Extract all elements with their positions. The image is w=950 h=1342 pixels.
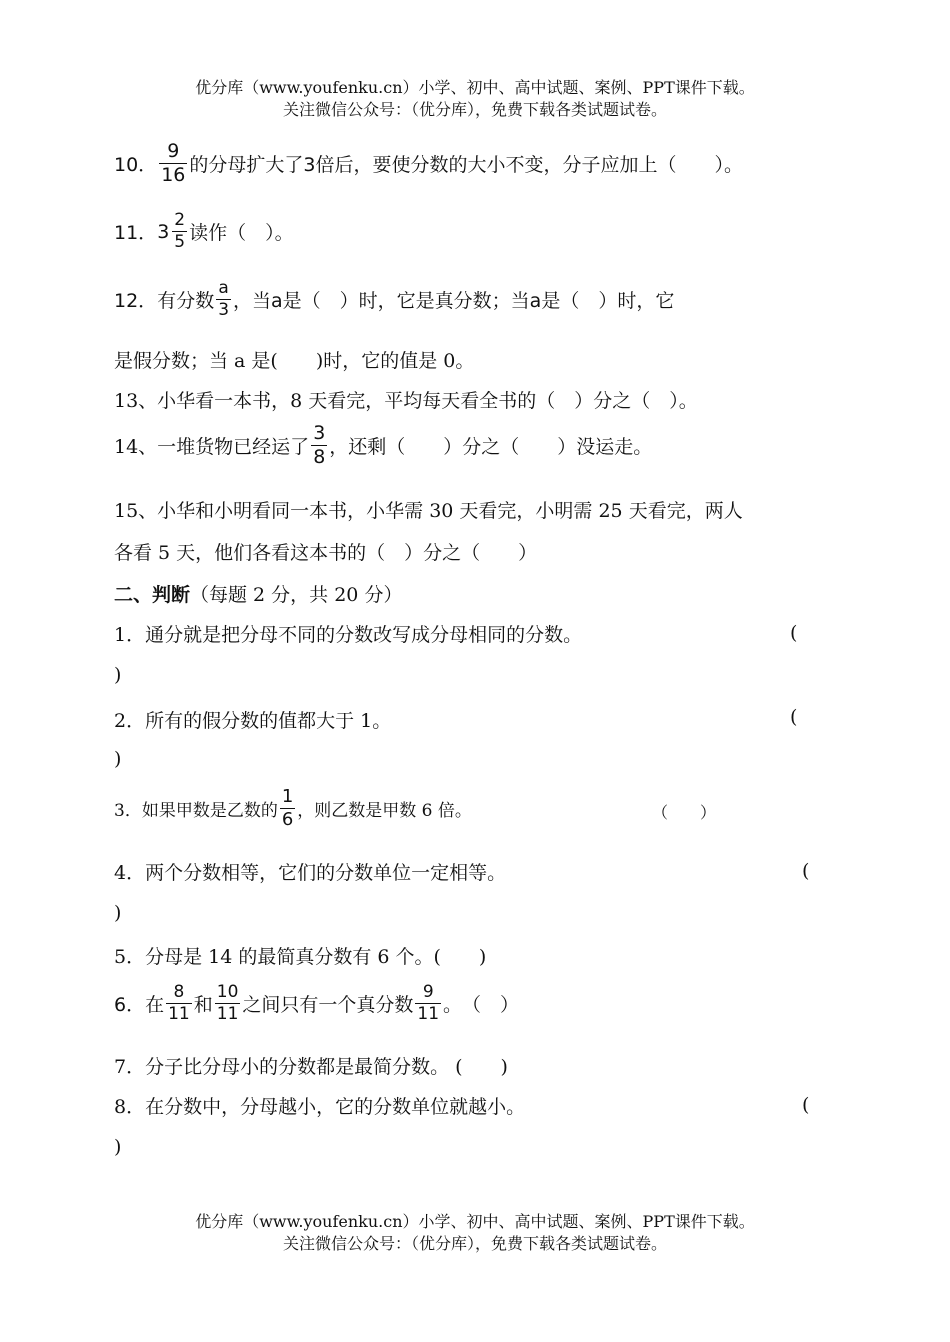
fraction-3-8	[311, 424, 327, 467]
question-14	[114, 424, 652, 467]
fraction-numerator: 1	[281, 786, 294, 807]
question-pre-text: 14、一堆货物已经运了	[114, 436, 310, 458]
question-12	[114, 280, 674, 319]
fraction-a-3	[216, 280, 231, 319]
fraction-numerator: 9	[167, 140, 180, 162]
question-text: ，当a是（ ）时，它是真分数；当a是（ ）时，它	[233, 290, 675, 312]
judge-6	[114, 984, 519, 1023]
page-header-line-2: 关注微信公众号：（优分库），免费下载各类试题试卷。	[282, 100, 667, 119]
question-pre-text: 有分数	[157, 290, 215, 312]
fraction-1-6	[280, 788, 295, 829]
fraction-numerator: a	[218, 278, 229, 298]
fraction-denominator: 8	[313, 446, 326, 468]
page-footer-line-2: 关注微信公众号：（优分库），免费下载各类试题试卷。	[282, 1234, 667, 1253]
section-2-heading	[114, 580, 402, 607]
question-15-line-1: 15、小华和小明看同一本书，小华需 30 天看完，小明需 25 天看完，两人	[114, 500, 743, 522]
judge-2-text: 2．所有的假分数的值都大于 1。	[114, 710, 392, 732]
question-15-line-2: 各看 5 天，他们各看这本书的（ ）分之（ ）	[114, 542, 538, 564]
judge-3	[114, 788, 472, 829]
question-number: 11．	[114, 222, 158, 244]
judge-4-text: 4．两个分数相等，它们的分数单位一定相等。	[114, 862, 507, 884]
fraction-2-5	[172, 212, 187, 251]
fraction-denominator: 16	[161, 164, 186, 186]
fraction-numerator: 2	[174, 210, 186, 230]
question-text: ，还剩（ ）分之（ ）没运走。	[329, 436, 653, 458]
fraction-10-11	[215, 984, 241, 1023]
question-10	[114, 142, 743, 185]
question-text: 读作（ ）。	[189, 222, 294, 244]
question-pre-text: 3．如果甲数是乙数的	[114, 801, 278, 821]
question-number: 12．	[114, 290, 158, 312]
judge-4-close-paren: )	[114, 902, 122, 924]
fraction-8-11	[166, 984, 192, 1023]
judge-1-close-paren: )	[114, 664, 122, 686]
fraction-denominator: 6	[281, 809, 294, 830]
fraction-numerator: 3	[313, 422, 326, 444]
section-title: 二、判断	[114, 584, 191, 606]
judge-2-open-paren: (	[790, 706, 798, 728]
fraction-numerator: 9	[422, 982, 434, 1002]
fraction-numerator: 10	[216, 982, 239, 1002]
judge-8-open-paren: (	[802, 1094, 810, 1116]
fraction-denominator: 5	[174, 232, 186, 252]
question-13: 13、小华看一本书，8 天看完，平均每天看全书的（ ）分之（ ）。	[114, 390, 698, 412]
judge-8-text: 8．在分数中，分母越小，它的分数单位就越小。	[114, 1096, 526, 1118]
mixed-number-whole: 3	[157, 220, 170, 243]
question-end-text: 。 （ ）	[443, 994, 520, 1016]
fraction-9-11	[415, 984, 441, 1023]
question-text: 的分母扩大了3倍后，要使分数的大小不变，分子应加上（ ）。	[189, 154, 743, 176]
page-header-line-1: 优分库（www.youfenku.cn）小学、初中、高中试题、案例、PPT课件下载。	[195, 78, 755, 97]
question-11	[114, 212, 294, 251]
page-footer-line-1: 优分库（www.youfenku.cn）小学、初中、高中试题、案例、PPT课件下载。	[195, 1212, 755, 1231]
judge-3-paren: （ ）	[652, 803, 717, 822]
fraction-denominator: 11	[216, 1004, 239, 1024]
judge-2-close-paren: )	[114, 748, 122, 770]
judge-7: 7．分子比分母小的分数都是最简分数。 ( )	[114, 1056, 508, 1078]
fraction-numerator: 8	[173, 982, 185, 1002]
judge-4-open-paren: (	[802, 860, 810, 882]
section-note: （每题 2 分，共 20 分）	[190, 584, 403, 606]
judge-8-close-paren: )	[114, 1136, 122, 1158]
judge-1-open-paren: (	[790, 622, 798, 644]
question-text: ，则乙数是甲数 6 倍。	[297, 801, 472, 821]
fraction-denominator: 11	[168, 1004, 190, 1024]
question-12-line-2: 是假分数；当 a 是( )时，它的值是 0。	[114, 350, 475, 372]
fraction-denominator: 11	[417, 1004, 440, 1024]
judge-5: 5．分母是 14 的最简真分数有 6 个。( )	[114, 946, 487, 968]
question-text: 之间只有一个真分数	[242, 994, 414, 1016]
question-mid-text: 和	[193, 994, 213, 1016]
question-pre-text: 6．在	[114, 994, 165, 1016]
judge-1-text: 1．通分就是把分母不同的分数改写成分母相同的分数。	[114, 624, 583, 646]
question-number: 10．	[114, 154, 158, 176]
fraction-9-16	[159, 142, 187, 185]
fraction-denominator: 3	[218, 300, 230, 320]
